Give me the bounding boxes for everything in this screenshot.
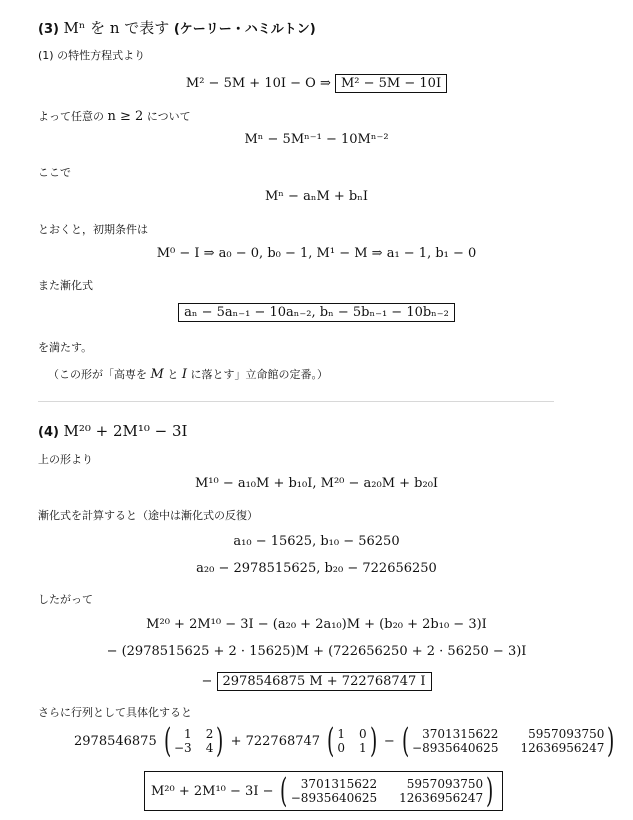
section4-eq3b: − (2978515625 + 2 · 15625)M + (722656250 + 2 · 56250 − 3)I bbox=[106, 644, 527, 659]
section4-line2: 漸化式を計算すると（途中は漸化式の反復） bbox=[38, 509, 258, 522]
final-matrix: ( 3701315622 5957093750 −8935640625 12636956247 ) bbox=[280, 771, 494, 811]
matrix-equation: 2978546875 ( 1 2 −3 4 ) + 722768747 ( 1 0 0 1 ) − ( 3701315622 5957093750 −8935640625 12636956247 ) bbox=[74, 724, 618, 758]
section3-line1: (1) の特性方程式より bbox=[38, 49, 146, 62]
section-divider bbox=[38, 401, 554, 402]
section4-eq3a: M²⁰ + 2M¹⁰ − 3I − (a₂₀ + 2a₁₀)M + (b₂₀ + 2b₁₀ − 3)I bbox=[146, 617, 487, 632]
section3-heading-math: Mⁿ を n で表す bbox=[63, 19, 170, 37]
matrix-I: ( 1 0 0 1 ) bbox=[327, 721, 377, 761]
section4-line3: したがって bbox=[38, 593, 93, 606]
section4-eq2b: a₂₀ − 2978515625, b₂₀ − 722656250 bbox=[196, 561, 437, 576]
section4-line4: さらに行列として具体化すると bbox=[38, 706, 192, 719]
section4-eq1: M¹⁰ − a₁₀M + b₁₀I, M²⁰ − a₂₀M + b₂₀I bbox=[194, 476, 439, 491]
section3-eq1: M² − 5M + 10I − O ⇒ M² − 5M − 10I bbox=[0, 74, 633, 93]
section4-eq3c: − 2978546875 M + 722768747 I bbox=[0, 672, 633, 691]
section3-line3: ここで bbox=[38, 166, 71, 179]
section3-eq5 bbox=[0, 303, 633, 322]
final-result-box: M²⁰ + 2M¹⁰ − 3I − ( 3701315622 5957093750 −8935640625 12636956247 ) bbox=[144, 771, 503, 811]
section3-eq1-boxed: M² − 5M − 10I bbox=[335, 74, 447, 93]
section3-eq4: M⁰ − I ⇒ a₀ − 0, b₀ − 1, M¹ − M ⇒ a₁ − 1, b₁ − 0 bbox=[156, 246, 477, 261]
section3-eq5-boxed: aₙ − 5aₙ₋₁ − 10aₙ₋₂, bₙ − 5bₙ₋₁ − 10bₙ₋₂ bbox=[178, 303, 455, 322]
section3-note: （この形が「高専を M と I に落とす」立命館の定番。） bbox=[48, 367, 328, 382]
section3-line4: とおくと，初期条件は bbox=[38, 223, 148, 236]
section3-eq2: Mⁿ − 5Mⁿ⁻¹ − 10Mⁿ⁻² bbox=[244, 132, 389, 147]
section4-eq2a: a₁₀ − 15625, b₁₀ − 56250 bbox=[233, 534, 400, 549]
section4-line1: 上の形より bbox=[38, 453, 93, 466]
section3-line5: また漸化式 bbox=[38, 279, 93, 292]
section4-eq3c-boxed: 2978546875 M + 722768747 I bbox=[217, 672, 432, 691]
section3-eq3: Mⁿ − aₙM + bₙI bbox=[264, 189, 369, 204]
matrix-M: ( 1 2 −3 4 ) bbox=[163, 721, 224, 761]
section4-heading: (4) M²⁰ + 2M¹⁰ − 3I bbox=[38, 422, 188, 440]
section3-heading: (3) Mⁿ を n で表す (ケーリー・ハミルトン) bbox=[38, 19, 316, 37]
section3-line2: よって任意の n ≥ 2 について bbox=[38, 109, 191, 124]
section3-line6: を満たす。 bbox=[38, 341, 93, 354]
matrix-result: ( 3701315622 5957093750 −8935640625 12636956247 ) bbox=[401, 721, 615, 761]
section4-heading-math: M²⁰ + 2M¹⁰ − 3I bbox=[63, 422, 188, 440]
